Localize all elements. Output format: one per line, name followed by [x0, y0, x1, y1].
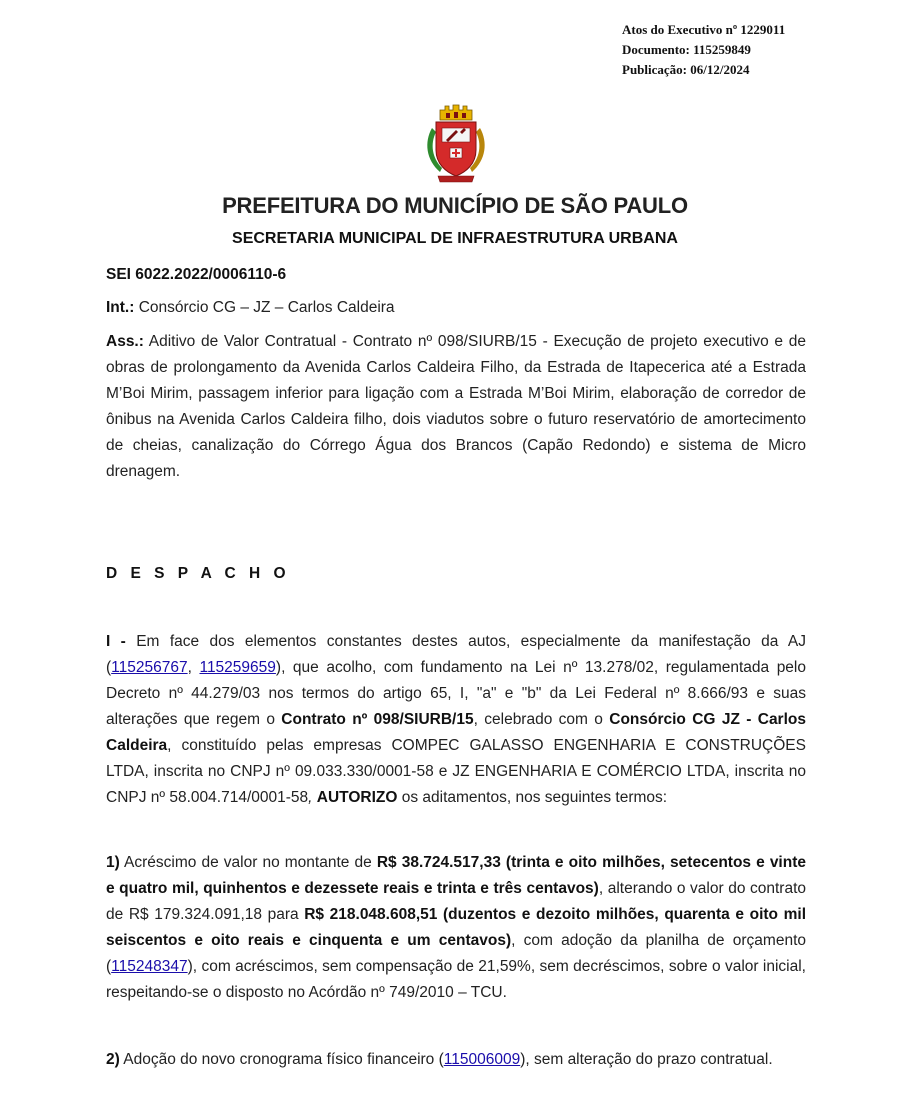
text-fragment: Em face dos elementos constantes destes autos, especialmente da manifestação da AJ (	[106, 633, 807, 676]
paragraph-item-1	[106, 850, 806, 1006]
item-I-lead: I -	[106, 633, 126, 650]
document-number: Documento: 115259849	[622, 42, 751, 57]
ass-text: Aditivo de Valor Contratual - Contrato nº 098/SIURB/15 - Execução de projeto executivo e de obras de prolongamento da Avenida Carlos Caldeira Filho, da Estrada de Itapecerica até a Estrada M’Boi Mirim, passagem inferior para ligação com a Estrada M’Boi Mirim, elaboração de corredor de ônibus na Avenida Carlos Caldeira filho, dois viadutos sobre o futuro reservatório de amortecimento de cheias, canalização do Córrego Água dos Brancos (Capão Redondo) e sistema de Micro drenagem.	[106, 333, 806, 480]
autorizo-keyword: AUTORIZO	[316, 789, 398, 806]
assunto-paragraph	[106, 329, 806, 485]
text-fragment: ), com acréscimos, sem compensação de 21,59%, sem decréscimos, sobre o valor inicial, respeitando-se o disposto no Acórdão nº 749/2010 – TCU.	[106, 958, 806, 1001]
document-link-115256767[interactable]: 115256767	[111, 659, 188, 676]
document-link-115248347[interactable]: 115248347	[111, 958, 188, 975]
atos-number: Atos do Executivo nº 1229011	[622, 22, 786, 37]
text-fragment: ,	[187, 659, 200, 676]
text-fragment: ), que acolho, com fundamento na Lei nº 13.278/02, regulamentada pelo Decreto nº 44.279/03 nos termos do artigo 65, I, "a" e "b" da Lei Federal nº 8.666/93 e suas alterações que regem o	[106, 659, 806, 728]
organization-title: PREFEITURA DO MUNICÍPIO DE SÃO PAULO	[222, 193, 688, 218]
text-fragment: os aditamentos, nos seguintes termos:	[397, 789, 668, 806]
increase-amount: R$ 38.724.517,33 (trinta e oito milhões, setecentos e vinte e quatro mil, quinhentos e dezessete reais e trinta e três centavos)	[106, 854, 806, 897]
ass-label: Ass.:	[106, 333, 144, 350]
int-text: Consórcio CG – JZ – Carlos Caldeira	[134, 299, 395, 316]
sei-number: SEI 6022.2022/0006110-6	[106, 266, 287, 283]
document-metadata	[622, 20, 785, 80]
text-fragment: Adoção do novo cronograma físico financeiro (	[119, 1051, 444, 1068]
paragraph-item-I	[106, 629, 806, 811]
paragraph-item-2	[106, 1047, 806, 1073]
document-link-115006009[interactable]: 115006009	[443, 1051, 521, 1068]
int-label: Int.:	[106, 299, 135, 316]
publication-date: Publicação: 06/12/2024	[622, 62, 750, 77]
text-fragment: , alterando o valor do contrato de R$ 179.324.091,18 para	[106, 880, 807, 923]
item-2-lead: 2)	[106, 1051, 120, 1068]
consortium-name: Consórcio CG JZ - Carlos Caldeira	[106, 711, 806, 754]
text-fragment: ), sem alteração do prazo contratual.	[520, 1051, 773, 1068]
text-fragment: , constituído pelas empresas COMPEC GALASSO ENGENHARIA E CONSTRUÇÕES LTDA, inscrita no CNPJ nº 09.033.330/0001-58 e JZ ENGENHARIA E COMÉRCIO LTDA, inscrita no CNPJ nº 58.004.714/0001-58	[106, 737, 806, 806]
text-fragment: ,	[308, 789, 313, 806]
text-fragment: , celebrado com o	[473, 711, 610, 728]
item-1-lead: 1)	[106, 854, 120, 871]
organization-subtitle: SECRETARIA MUNICIPAL DE INFRAESTRUTURA URBANA	[232, 230, 678, 247]
contract-number: Contrato nº 098/SIURB/15	[281, 711, 474, 728]
text-fragment: , com adoção da planilha de orçamento (	[106, 932, 806, 975]
despacho-heading: D E S P A C H O	[106, 565, 291, 582]
interessado-line	[106, 295, 806, 321]
text-fragment: Acréscimo de valor no montante de	[119, 854, 377, 871]
document-link-115259659[interactable]: 115259659	[199, 659, 276, 676]
new-contract-value: R$ 218.048.608,51 (duzentos e dezoito milhões, quarenta e oito mil seiscentos e oito reais e cinquenta e um centavos)	[106, 906, 807, 949]
city-coat-of-arms-icon	[418, 102, 494, 188]
